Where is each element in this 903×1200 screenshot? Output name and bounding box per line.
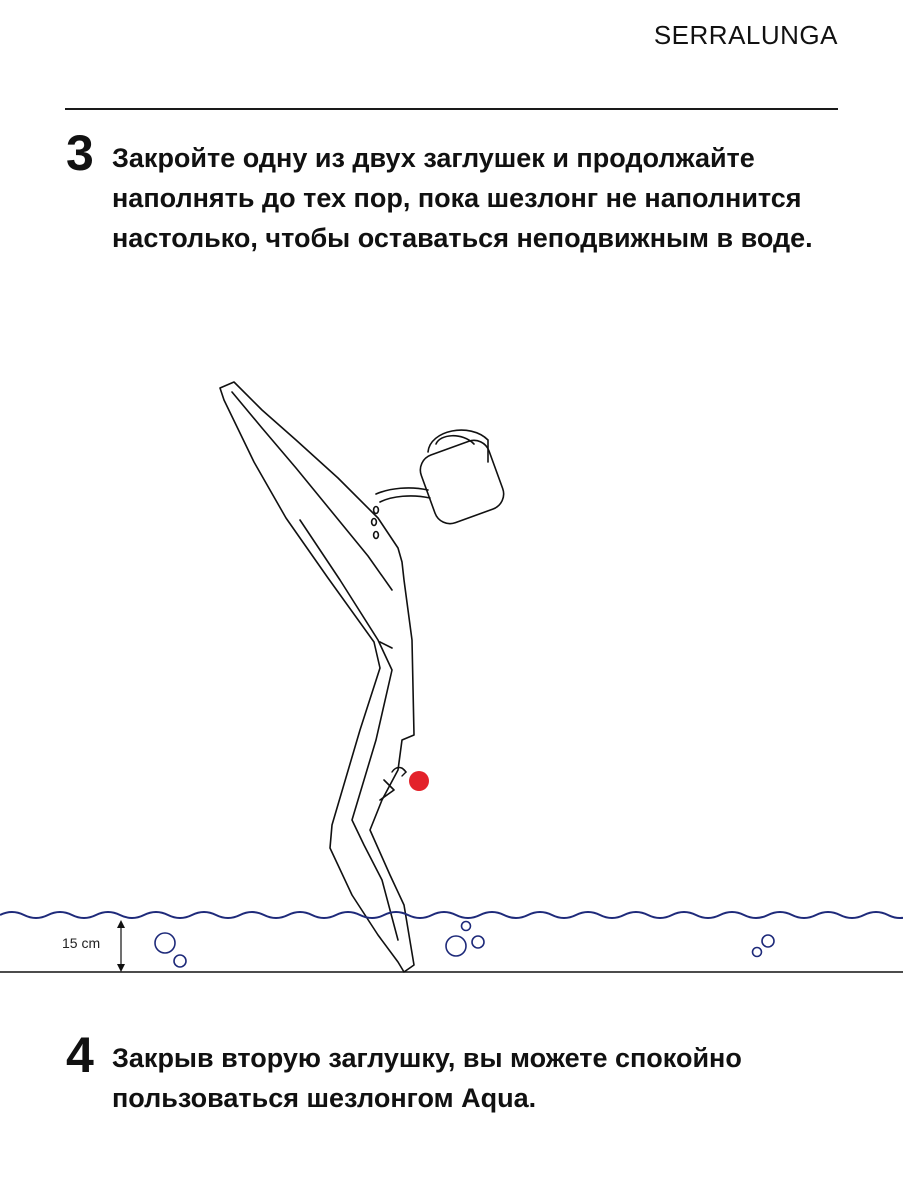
bubbles [155, 922, 774, 968]
step-3-number: 3 [66, 125, 94, 181]
brand-logo: SERRALUNGA [653, 20, 838, 50]
step-3-text: Закройте одну из двух заглушек и продолжайте наполнять до тех пор, пока шезлонг не наполнится настолько, чтобы оставаться неподвижным в воде. [112, 143, 813, 253]
plug-rotation-icon [392, 768, 406, 777]
watering-can-icon [372, 430, 509, 538]
depth-dimension [117, 920, 125, 972]
plug-marker [409, 771, 429, 791]
step-4-text: Закрыв вторую заглушку, вы можете спокойно пользоваться шезлонгом Aqua. [112, 1043, 742, 1113]
step-4-number: 4 [66, 1027, 94, 1083]
lounger-outline [220, 382, 414, 972]
lounger-illustration [0, 370, 903, 990]
water-surface [0, 912, 903, 918]
header-divider [65, 108, 838, 110]
depth-label: 15 cm [62, 935, 101, 951]
